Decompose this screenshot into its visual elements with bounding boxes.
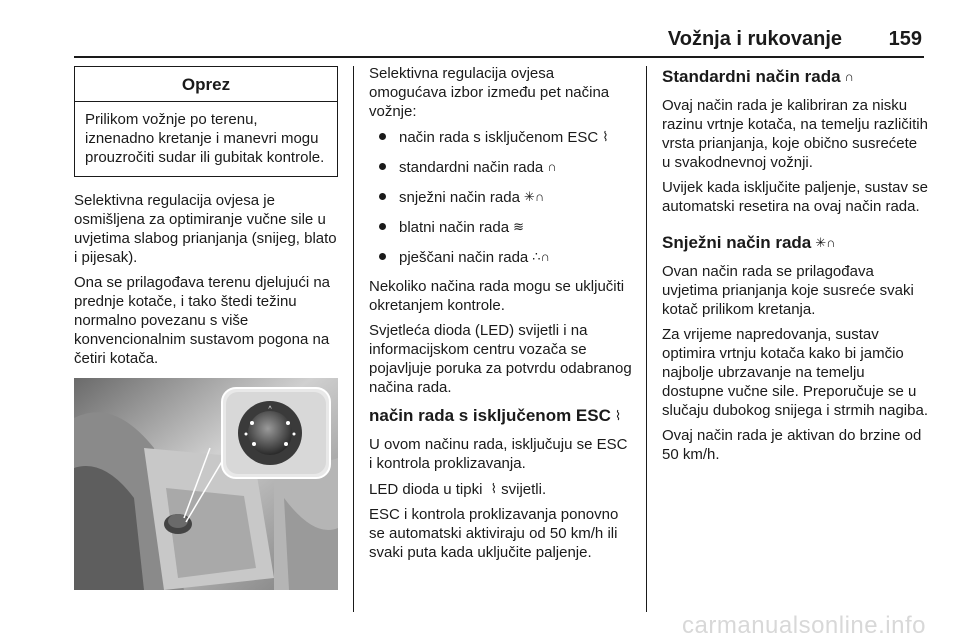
paragraph-snow-3: Ovaj način rada je aktivan do brzine od 50 km/h. xyxy=(662,427,922,463)
column-1 xyxy=(74,64,338,374)
paragraph-led: Svjetleća dioda (LED) svijetli i na informacijskom centru vozača se pojavljuje poruka za potvrdu odabranog načina rada. xyxy=(369,322,632,396)
column-divider-right xyxy=(646,66,647,612)
standard-road-icon: ∩ xyxy=(547,159,557,174)
svg-text:^: ^ xyxy=(268,406,272,413)
mode-list xyxy=(369,127,633,267)
paragraph-standard-1: Ovaj način rada je kalibriran za nisku razinu vrtnje kotača, na temelju različitih vrsta prianjanja, koje obično susrećete u svakodnevnoj vožnji. xyxy=(662,97,928,171)
mode-label: način rada s isključenom ESC xyxy=(399,129,599,146)
esc-off-icon: ⌇ xyxy=(614,408,622,423)
heading-esc-off: način rada s isključenom ESC ⌇ xyxy=(369,406,622,425)
watermark: carmanualsonline.info xyxy=(682,612,926,639)
snow-icon: ✳∩ xyxy=(815,235,836,250)
paragraph-esc-off: U ovom načinu rada, isključuju se ESC i kontrola proklizavanja. xyxy=(369,436,628,472)
heading-snow-mode: Snježni način rada ✳∩ xyxy=(662,233,836,252)
caution-text: Prilikom vožnje po terenu, iznenadno kretanje i manevri mogu prouzročiti sudar ili gubitak kontrole. xyxy=(85,111,325,166)
paragraph-selector: Nekoliko načina rada mogu se uključiti okretanjem kontrole. xyxy=(369,278,625,314)
paragraph-snow-2: Za vrijeme napredovanja, sustav optimira vrtnju kotača kako bi jamčio najbolje ubrzavanje na temelju dostupne vučne sile. Preporučuje se u slučaju dubokog snijega i strmih nagiba. xyxy=(662,326,928,419)
mode-item-mud xyxy=(369,217,633,237)
page-number: 159 xyxy=(888,28,922,50)
mode-item-sand xyxy=(369,247,633,267)
mode-label: standardni način rada xyxy=(399,159,544,176)
mode-item-esc-off xyxy=(369,127,633,147)
snow-icon: ✳∩ xyxy=(523,189,545,204)
sand-icon: ∴∩ xyxy=(532,249,550,264)
standard-road-icon: ∩ xyxy=(844,69,854,84)
page-header-title: Vožnja i rukovanje xyxy=(667,28,842,50)
caution-heading: Oprez xyxy=(75,67,337,102)
esc-off-icon: ⌇ xyxy=(602,129,609,144)
paragraph-esc-reactivate: ESC i kontrola proklizavanja ponovno se automatski aktiviraju od 50 km/h ili svaki puta kada uključite paljenje. xyxy=(369,506,619,561)
mode-item-standard xyxy=(369,157,633,177)
paragraph-standard-2: Uvijek kada isključite paljenje, sustav se automatski resetira na ovaj način rada. xyxy=(662,179,928,215)
heading-standard-mode: Standardni način rada ∩ xyxy=(662,67,854,86)
caution-box xyxy=(74,66,338,177)
column-2 xyxy=(369,64,633,568)
column-divider-left xyxy=(353,66,354,612)
mode-label: blatni način rada xyxy=(399,219,510,236)
mud-icon: ≋ xyxy=(513,219,524,234)
header-rule xyxy=(74,56,924,58)
paragraph-intro: Selektivna regulacija ovjesa je osmišljena za optimiranje vučne sile u uvjetima slabog prianjanja (snijeg, blato i pijesak). xyxy=(74,192,337,266)
paragraph-front-wheels: Ona se prilagođava terenu djelujući na prednje kotače, i tako štedi težinu normalno povezanu s više konvencionalnim sustavom pogona na četiri kotača. xyxy=(74,274,331,367)
mode-item-snow xyxy=(369,187,633,207)
selector-illustration xyxy=(74,378,338,590)
column-3 xyxy=(662,64,928,470)
esc-off-icon: ⌇ xyxy=(490,481,497,496)
mode-label: snježni način rada xyxy=(399,189,520,206)
mode-label: pješčani način rada xyxy=(399,249,529,266)
paragraph-esc-led: LED dioda u tipki ⌇ svijetli. xyxy=(369,481,547,498)
paragraph-modes-intro: Selektivna regulacija ovjesa omogućava izbor između pet načina vožnje: xyxy=(369,65,610,120)
paragraph-snow-1: Ovan način rada se prilagođava uvjetima prianjanja koje susreće svaki kotač prilikom kretanja. xyxy=(662,263,914,318)
